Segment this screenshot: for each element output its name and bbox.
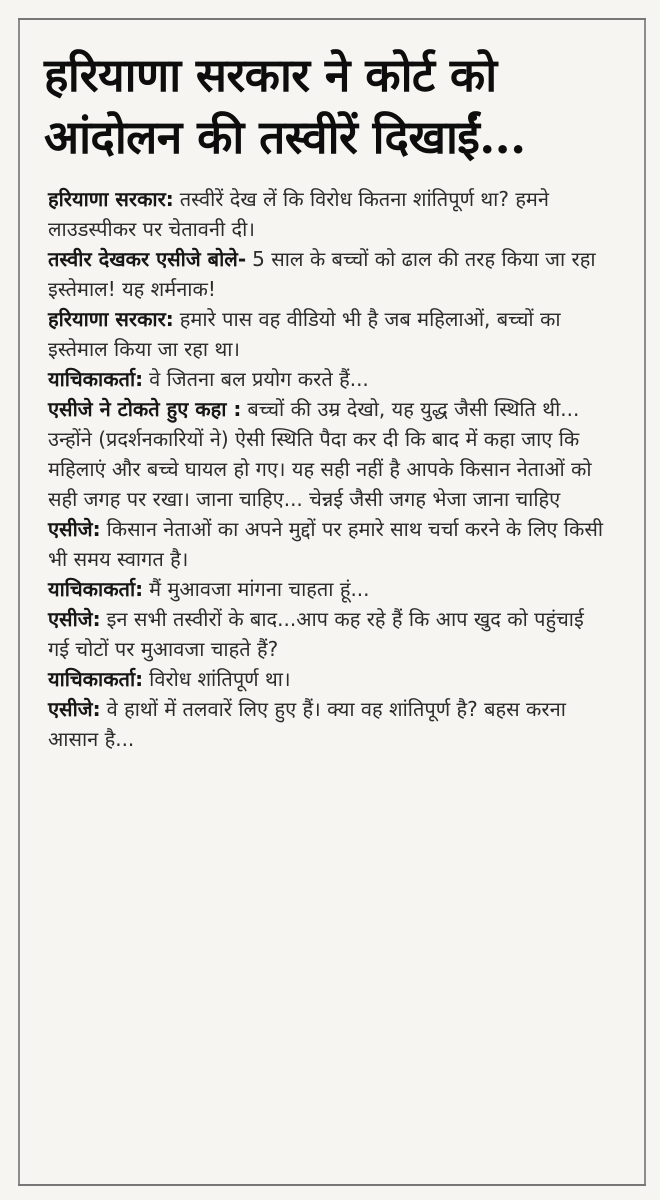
speaker-label: एसीजे:: [48, 607, 101, 631]
dialogue-paragraph: [48, 664, 610, 694]
dialogue-paragraph: [48, 364, 610, 394]
dialogue-text: 5 साल के बच्चों को ढाल की तरह किया जा रहा इस्तेमाल! यह शर्मनाक!: [48, 247, 596, 301]
dialogue-paragraph: [48, 244, 610, 304]
dialogue-paragraph: [48, 514, 610, 574]
speaker-label: हरियाणा सरकार:: [48, 187, 174, 211]
dialogue-paragraph: [48, 184, 610, 244]
headline-line-1: हरियाणा सरकार ने कोर्ट को: [44, 48, 497, 102]
dialogue-text: वे जितना बल प्रयोग करते हैं...: [149, 367, 369, 391]
dialogue-text: वे हाथों में तलवारें लिए हुए हैं। क्या वह शांतिपूर्ण है? बहस करना आसान है...: [48, 697, 566, 751]
dialogue-text: इन सभी तस्वीरों के बाद...आप कह रहे हैं कि आप खुद को पहुंचाई गई चोटों पर मुआवजा चाहते हैं?: [48, 607, 584, 661]
dialogue-paragraph: [48, 394, 610, 514]
article-body: [48, 184, 610, 754]
dialogue-paragraph: [48, 604, 610, 664]
speaker-label: एसीजे ने टोकते हुए कहा :: [48, 397, 242, 421]
speaker-label: याचिकाकर्ता:: [48, 667, 144, 691]
bottom-rule: [18, 1184, 646, 1186]
dialogue-paragraph: [48, 694, 610, 754]
dialogue-text: मैं मुआवजा मांगना चाहता हूं...: [149, 577, 370, 601]
speaker-label: याचिकाकर्ता:: [48, 577, 144, 601]
dialogue-paragraph: [48, 304, 610, 364]
speaker-label: हरियाणा सरकार:: [48, 307, 174, 331]
top-rule: [18, 18, 646, 20]
dialogue-text: किसान नेताओं का अपने मुद्दों पर हमारे साथ चर्चा करने के लिए किसी भी समय स्वागत है।: [48, 517, 604, 571]
speaker-label: एसीजे:: [48, 697, 101, 721]
speaker-label: एसीजे:: [48, 517, 101, 541]
dialogue-text: विरोध शांतिपूर्ण था।: [149, 667, 291, 691]
speaker-label: तस्वीर देखकर एसीजे बोले-: [48, 247, 247, 271]
dialogue-paragraph: [48, 574, 610, 604]
dialogue-text: बच्चों की उम्र देखो, यह युद्ध जैसी स्थिति थी... उन्होंने (प्रदर्शनकारियों ने) ऐसी स्थिति पैदा कर दी कि बाद में कहा जाए कि महिलाएं और बच्चे घायल हो गए। यह सही नहीं है आपके किसान नेताओं को सही जगह पर रखा। जाना चाहिए... चेन्नई जैसी जगह भेजा जाना चाहिए: [48, 397, 592, 511]
headline-line-2: आंदोलन की तस्वीरें दिखाईं...: [44, 110, 526, 164]
dialogue-text: हमारे पास वह वीडियो भी है जब महिलाओं, बच्चों का इस्तेमाल किया जा रहा था।: [48, 307, 561, 361]
dialogue-text: तस्वीरें देख लें कि विरोध कितना शांतिपूर्ण था? हमने लाउडस्पीकर पर चेतावनी दी।: [48, 187, 549, 241]
headline: [44, 44, 604, 168]
speaker-label: याचिकाकर्ता:: [48, 367, 144, 391]
